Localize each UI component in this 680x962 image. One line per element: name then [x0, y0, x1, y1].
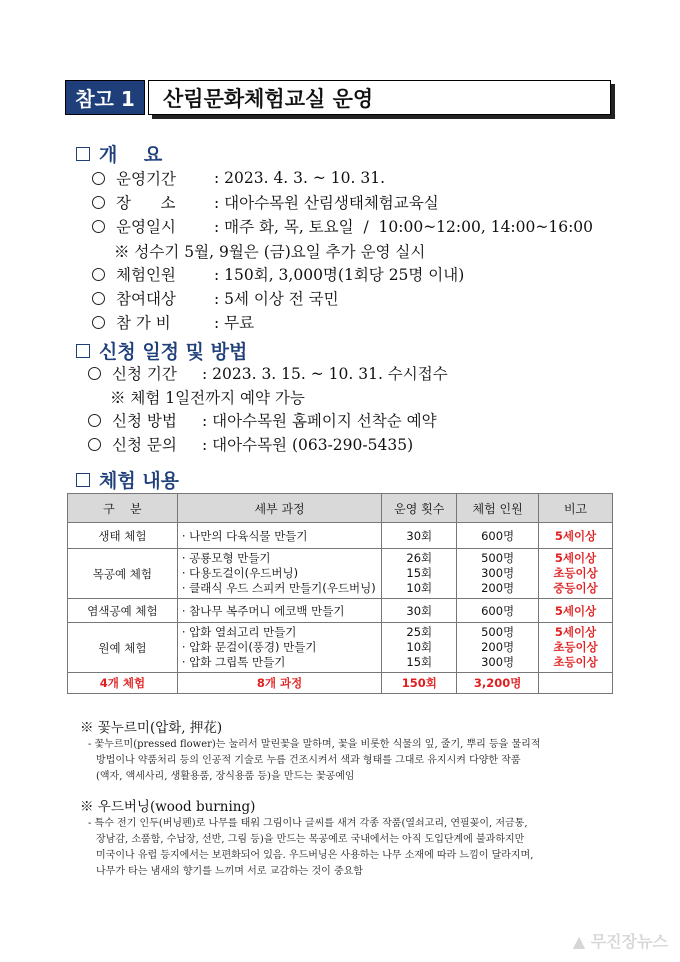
note-cell: 5세이상: [539, 523, 613, 549]
course-cell: · 나만의 다육식물 만들기: [177, 523, 382, 549]
item-label: 운영기간: [116, 170, 176, 188]
count-line: 10회: [406, 640, 433, 654]
course-cell: [177, 549, 382, 599]
footnote-heading: ※ 우드버닝(wood burning): [80, 799, 256, 815]
people-cell: [457, 549, 539, 599]
total-count-cell: 150회: [382, 673, 457, 694]
section-heading-text: 개 요: [99, 144, 163, 166]
overview-item: [92, 311, 254, 333]
section-application-heading: [76, 337, 247, 364]
course-cell: [177, 623, 382, 673]
application-item: [88, 433, 413, 455]
total-course-cell: 8개 과정: [177, 673, 382, 694]
item-value: : 5세 이상 전 국민: [214, 290, 339, 308]
table-header: 구 분: [68, 494, 178, 523]
count-line: 15회: [406, 566, 433, 580]
section-heading-text: 체험 내용: [99, 470, 180, 492]
people-line: 300명: [481, 566, 515, 580]
circle-bullet-icon: [88, 367, 101, 380]
item-label: 참 가 비: [116, 314, 171, 332]
circle-bullet-icon: [92, 268, 105, 281]
table-row: [68, 549, 613, 599]
footnote-line: - 꽃누르미(pressed flower)는 눌러서 말린꽃을 말하며, 꽃을 비롯한 식물의 잎, 줄기, 뿌리 등을 물리적: [88, 739, 541, 750]
section-program-heading: [76, 466, 179, 493]
item-value: : 2023. 3. 15. ~ 10. 31. 수시접수: [202, 365, 448, 383]
circle-bullet-icon: [92, 172, 105, 185]
circle-bullet-icon: [92, 316, 105, 329]
footnote-line: - 특수 전기 인두(버닝펜)로 나무를 태워 그림이나 글씨를 새겨 각종 작품(열쇠고리, 연필꽂이, 저금통,: [88, 818, 528, 829]
square-bullet-icon: [76, 147, 90, 161]
category-cell: 생태 체험: [68, 523, 178, 549]
table-header: 비고: [539, 494, 613, 523]
page-title: [148, 80, 611, 115]
note-line: 중등이상: [553, 581, 598, 595]
circle-bullet-icon: [92, 220, 105, 233]
watermark-mountain-icon: ▲: [572, 932, 586, 951]
note-line: 5세이상: [554, 625, 597, 639]
people-line: 300명: [481, 655, 515, 669]
item-value: : 대아수목원 산림생태체험교육실: [214, 194, 439, 212]
footnote-line: 장남감, 소품함, 수납장, 선반, 그림 등)을 만드는 목공예로 국내에서는 아직 도입단계에 불과하지만: [96, 834, 525, 845]
program-table: [67, 493, 613, 694]
footnote-line: 미국이나 유럽 등지에서는 보편화되어 있음. 우드버닝은 사용하는 나무 소재에 따라 느낌이 달라지며,: [96, 850, 534, 861]
item-value: : 150회, 3,000명(1회당 25명 이내): [214, 266, 465, 284]
people-cell: 600명: [457, 599, 539, 623]
application-item: [88, 409, 437, 431]
course-cell: · 참나무 복주머니 에코백 만들기: [177, 599, 382, 623]
footnote-line: 방법이나 약품처리 등의 인공적 기술로 누름 건조시켜서 색과 형태를 그대로 유지시켜 다양한 작품: [96, 755, 521, 766]
table-row: [68, 623, 613, 673]
square-bullet-icon: [76, 344, 90, 358]
total-category-cell: 4개 체험: [68, 673, 178, 694]
circle-bullet-icon: [88, 438, 101, 451]
item-label: 운영일시: [116, 218, 176, 236]
table-row: [68, 523, 613, 549]
footnote-heading: ※ 꽃누르미(압화, 押花): [80, 720, 223, 736]
application-note: ※ 체험 1일전까지 예약 가능: [110, 389, 305, 407]
section-heading-text: 신청 일정 및 방법: [99, 341, 248, 363]
footnote-body: [88, 816, 618, 880]
note-line: 초등이상: [553, 655, 598, 669]
table-total-row: [68, 673, 613, 694]
course-line: · 압화 문걸이(풍경) 만들기: [181, 640, 317, 654]
reference-tag: 참고 1: [65, 80, 145, 115]
item-label: 신청 문의: [112, 436, 177, 454]
note-line: 초등이상: [553, 640, 598, 654]
count-line: 26회: [406, 551, 433, 565]
page-title-text: 산림문화체험교실 운영: [163, 86, 374, 111]
course-line: · 압화 열쇠고리 만들기: [181, 625, 297, 639]
people-cell: [457, 623, 539, 673]
note-cell: [539, 623, 613, 673]
overview-note: ※ 성수기 5월, 9월은 (금)요일 추가 운영 실시: [114, 243, 426, 261]
people-cell: 600명: [457, 523, 539, 549]
item-label: 참여대상: [116, 290, 176, 308]
note-cell: 5세이상: [539, 599, 613, 623]
total-note-cell: [539, 673, 613, 694]
footnote-line: (액자, 액세사리, 생활용품, 장식용품 등)을 만드는 꽃공예임: [96, 771, 355, 782]
footnote-body: [88, 737, 618, 785]
table-header: 운영 횟수: [382, 494, 457, 523]
circle-bullet-icon: [92, 196, 105, 209]
watermark-text: 무진장뉴스: [590, 932, 668, 951]
people-line: 200명: [481, 581, 515, 595]
people-line: 500명: [481, 551, 515, 565]
overview-item: [92, 167, 385, 189]
count-cell: 30회: [382, 523, 457, 549]
count-cell: 30회: [382, 599, 457, 623]
category-cell: 목공예 체험: [68, 549, 178, 599]
table-header: 세부 과정: [177, 494, 382, 523]
circle-bullet-icon: [92, 292, 105, 305]
people-line: 200명: [481, 640, 515, 654]
count-line: 10회: [406, 581, 433, 595]
item-label: 체험인원: [116, 266, 176, 284]
application-item: [88, 362, 448, 384]
item-label: 신청 기간: [112, 365, 177, 383]
note-line: 초등이상: [553, 566, 598, 580]
total-people-cell: 3,200명: [457, 673, 539, 694]
overview-item: [92, 263, 464, 285]
category-cell: 염색공예 체험: [68, 599, 178, 623]
category-cell: 원예 체험: [68, 623, 178, 673]
table-header: 체험 인원: [457, 494, 539, 523]
watermark-logo: [573, 929, 668, 952]
table-header-row: [68, 494, 613, 523]
course-line: · 공룡모형 만들기: [181, 551, 271, 565]
item-value: : 2023. 4. 3. ~ 10. 31.: [214, 169, 386, 187]
overview-item: [92, 287, 339, 309]
item-value: : 무료: [214, 314, 255, 332]
square-bullet-icon: [76, 473, 90, 487]
footnote-line: 나무가 타는 냄새의 향기를 느끼며 서로 교감하는 것이 중요함: [96, 866, 363, 877]
overview-item: [92, 191, 439, 213]
note-line: 5세이상: [554, 551, 597, 565]
section-overview-heading: [76, 140, 162, 167]
circle-bullet-icon: [88, 414, 101, 427]
item-value: : 대아수목원 (063-290-5435): [202, 436, 414, 454]
note-cell: [539, 549, 613, 599]
count-line: 15회: [406, 655, 433, 669]
count-line: 25회: [406, 625, 433, 639]
course-line: · 클래식 우드 스피커 만들기(우드버닝): [181, 581, 376, 595]
item-label: 신청 방법: [112, 412, 177, 430]
people-line: 500명: [481, 625, 515, 639]
item-value: : 대아수목원 홈페이지 선착순 예약: [202, 412, 437, 430]
count-cell: [382, 623, 457, 673]
course-line: · 다용도걸이(우드버닝): [181, 566, 299, 580]
overview-item: [92, 215, 593, 237]
course-line: · 압화 그립톡 만들기: [181, 655, 286, 669]
table-row: [68, 599, 613, 623]
item-label: 장 소: [116, 194, 176, 212]
count-cell: [382, 549, 457, 599]
item-value: : 매주 화, 목, 토요일 / 10:00~12:00, 14:00~16:00: [214, 218, 594, 236]
